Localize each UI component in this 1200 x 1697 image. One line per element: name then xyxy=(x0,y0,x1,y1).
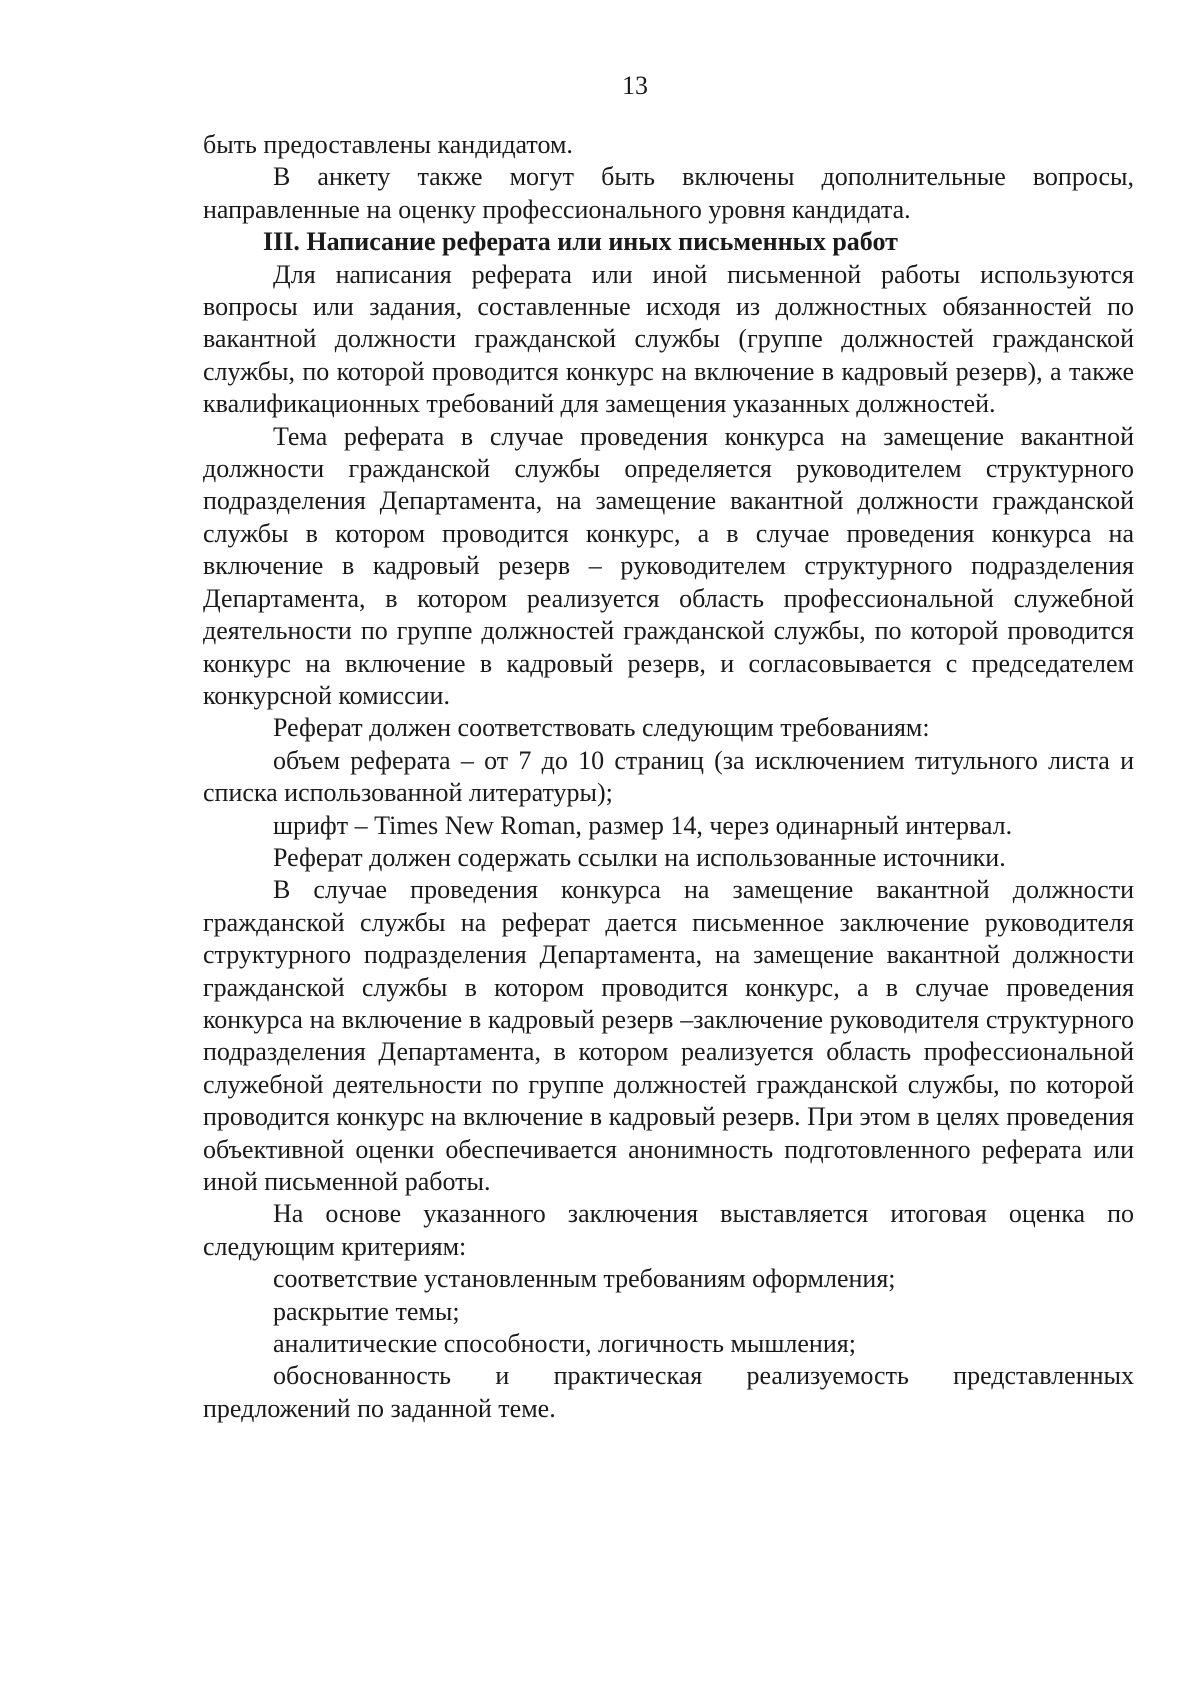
list-item: раскрытие темы; xyxy=(273,1296,460,1326)
paragraph: В анкету также могут быть включены дополнительные вопросы, направленные на оценку профессионального уровня кандидата. xyxy=(203,162,1134,224)
paragraph: Для написания реферата или иной письменной работы используются вопросы или задания, составленные исходя из должностных обязанностей по вакантной должности гражданской службы (группе должностей гражданской службы, по которой проводится конкурс на включение в кадровый резерв), а также квалификационных требований для замещения указанных должностей. xyxy=(203,259,1134,419)
list-item: соответствие установленным требованиям оформления; xyxy=(273,1264,896,1294)
paragraph: Реферат должен соответствовать следующим требованиям: xyxy=(273,713,930,743)
paragraph: Реферат должен содержать ссылки на использованные источники. xyxy=(273,842,1006,872)
list-item: обоснованность и практическая реализуемость представленных предложений по заданной теме. xyxy=(203,1361,1134,1423)
paragraph: В случае проведения конкурса на замещение вакантной должности гражданской службы на реферат дается письменное заключение руководителя структурного подразделения Департамента, на замещение вакантной должности гражданской службы в котором проводится конкурс, а в случае проведения конкурса на включение в кадровый резерв –заключение руководителя структурного подразделения Департамента, в котором реализуется область профессиональной служебной деятельности по группе должностей гражданской службы, по которой проводится конкурс на включение в кадровый резерв. При этом в целях проведения объективной оценки обеспечивается анонимность подготовленного реферата или иной письменной работы. xyxy=(203,875,1134,1196)
section-heading: III. Написание реферата или иных письменных работ xyxy=(263,227,898,257)
paragraph: На основе указанного заключения выставляется итоговая оценка по следующим критериям: xyxy=(203,1199,1134,1261)
list-item: аналитические способности, логичность мышления; xyxy=(273,1329,856,1359)
list-item: шрифт – Times New Roman, размер 14, через одинарный интервал. xyxy=(273,810,1013,840)
list-item: объем реферата – от 7 до 10 страниц (за исключением титульного листа и списка использованной литературы); xyxy=(203,745,1134,808)
document-body xyxy=(203,129,1134,1425)
paragraph: быть предоставлены кандидатом. xyxy=(203,130,573,159)
page-number: 13 xyxy=(622,71,648,100)
paragraph: Тема реферата в случае проведения конкурса на замещение вакантной должности гражданской службы определяется руководителем структурного подразделения Департамента, на замещение вакантной должности гражданской службы в котором проводится конкурс, а в случае проведения конкурса на включение в кадровый резерв – руководителем структурного подразделения Департамента, в котором реализуется область профессиональной служебной деятельности по группе должностей гражданской службы, по которой проводится конкурс на включение в кадровый резерв, и согласовывается с председателем конкурсной комиссии. xyxy=(203,421,1134,710)
